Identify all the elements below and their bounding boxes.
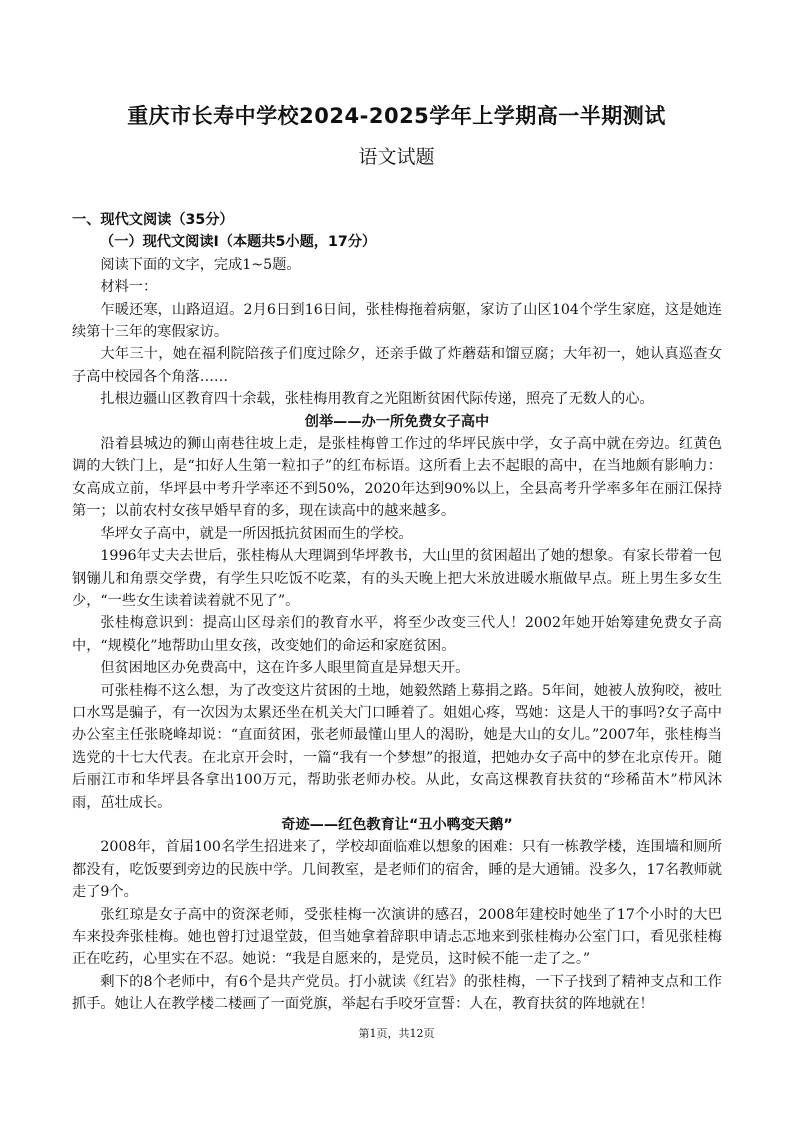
page-footer: 第1页，共12页 bbox=[358, 1027, 435, 1040]
section-heading: 一、现代文阅读（35分） bbox=[72, 212, 234, 228]
subsection-heading: （一）现代文阅读I（本题共5小题，17分） bbox=[100, 234, 377, 251]
exam-subtitle: 语文试题 bbox=[358, 146, 435, 168]
paragraph: 张红琼是女子高中的资深老师，受张桂梅一次演讲的感召，2008年建校时她坐了17个小时的大巴车来投奔张桂梅。她也曾打过退堂鼓，但当她拿着辞职申请忐忑地来到张桂梅办公室门口，看见张桂梅正在吃药，心里实在不忍。她说：“我是自愿来的，是党员，这时候不能一走了之。” bbox=[72, 906, 722, 968]
paragraph: 1996年丈夫去世后，张桂梅从大理调到华坪教书，大山里的贫困超出了她的想象。有家长带着一包钢镚儿和角票交学费，有学生只吃饭不吃菜，有的头天晚上把大米放进暖水瓶做早点。班上男生多女生少，“一些女生读着读着就不见了”。 bbox=[72, 548, 722, 609]
instruction-text: 阅读下面的文字，完成1~5题。 bbox=[100, 256, 301, 273]
paragraph: 华坪女子高中，就是一所因抵抗贫困而生的学校。 bbox=[100, 525, 413, 542]
paragraph: 乍暖还寒，山路迢迢。2月6日到16日间，张桂梅拖着病躯，家访了山区104个学生家庭，这是她连续第十三年的寒假家访。 bbox=[72, 301, 722, 341]
section-title-b: 奇迹——红色教育让“丑小鸭变天鹅” bbox=[281, 816, 513, 833]
paragraph: 剩下的8个老师中，有6个是共产党员。打小就读《红岩》的张桂梅，一下子找到了精神支点和工作抓手。她让人在教学楼二楼画了一面党旗，举起右手咬牙宣誓：人在，教育扶贫的阵地就在！ bbox=[72, 973, 722, 1013]
paragraph: 但贫困地区办免费高中，这在许多人眼里简直是异想天开。 bbox=[100, 660, 470, 677]
section-title-a: 创举——办一所免费女子高中 bbox=[304, 413, 490, 430]
paragraph: 沿着县城边的狮山南巷往坡上走，是张桂梅曾工作过的华坪民族中学，女子高中就在旁边。红黄色调的大铁门上，是“扣好人生第一粒扣子”的红布标语。这所看上去不起眼的高中，在当地颇有影响力：女高成立前，华坪县中考升学率还不到50%，2020年达到90%以上，全县高考升学率多年在丽江保持第一；以前农村女孩早婚早育的多，现在读高中的越来越多。 bbox=[72, 436, 722, 520]
paragraph: 张桂梅意识到：提高山区母亲们的教育水平，将至少改变三代人！2002年她开始筹建免费女子高中，“规模化”地帮助山里女孩，改变她们的命运和家庭贫困。 bbox=[72, 615, 722, 654]
material-label: 材料一： bbox=[100, 279, 158, 296]
paragraph: 可张桂梅不这么想，为了改变这片贫困的土地，她毅然踏上募捐之路。5年间，她被人放狗咬，被吐口水骂是骗子，有一次因为太累还坐在机关大门口睡着了。姐姐心疼，骂她：这是人干的事吗?女子高中办公室主任张晓峰却说：“直面贫困，张老师最懂山里人的渴盼，她是大山的女儿。”2007年，张桂梅当选党的十七大代表。在北京开会时，一篇“我有一个梦想”的报道，把她办女子高中的梦在北京传开。随后丽江市和华坪县各拿出100万元，帮助张老师办校。从此，女高这棵教育扶贫的“珍稀苗木”栉风沐雨，茁壮成长。 bbox=[72, 682, 722, 811]
exam-title: 重庆市长寿中学校2024-2025学年上学期高一半期测试 bbox=[127, 104, 666, 128]
document-body bbox=[72, 209, 722, 1016]
paragraph: 扎根边疆山区教育四十余载，张桂梅用教育之光阻断贫困代际传递，照亮了无数人的心。 bbox=[100, 391, 654, 408]
paragraph: 2008年，首届100名学生招进来了，学校却面临难以想象的困难：只有一栋教学楼，连围墙和厕所都没有，吃饭要到旁边的民族中学。几间教室，是老师们的宿舍，睡的是大通铺。没多久，17名教师就走了9个。 bbox=[72, 839, 722, 901]
paragraph: 大年三十，她在福利院陪孩子们度过除夕，还亲手做了炸蘑菇和馏豆腐；大年初一，她认真巡查女子高中校园各个角落…… bbox=[72, 346, 722, 385]
